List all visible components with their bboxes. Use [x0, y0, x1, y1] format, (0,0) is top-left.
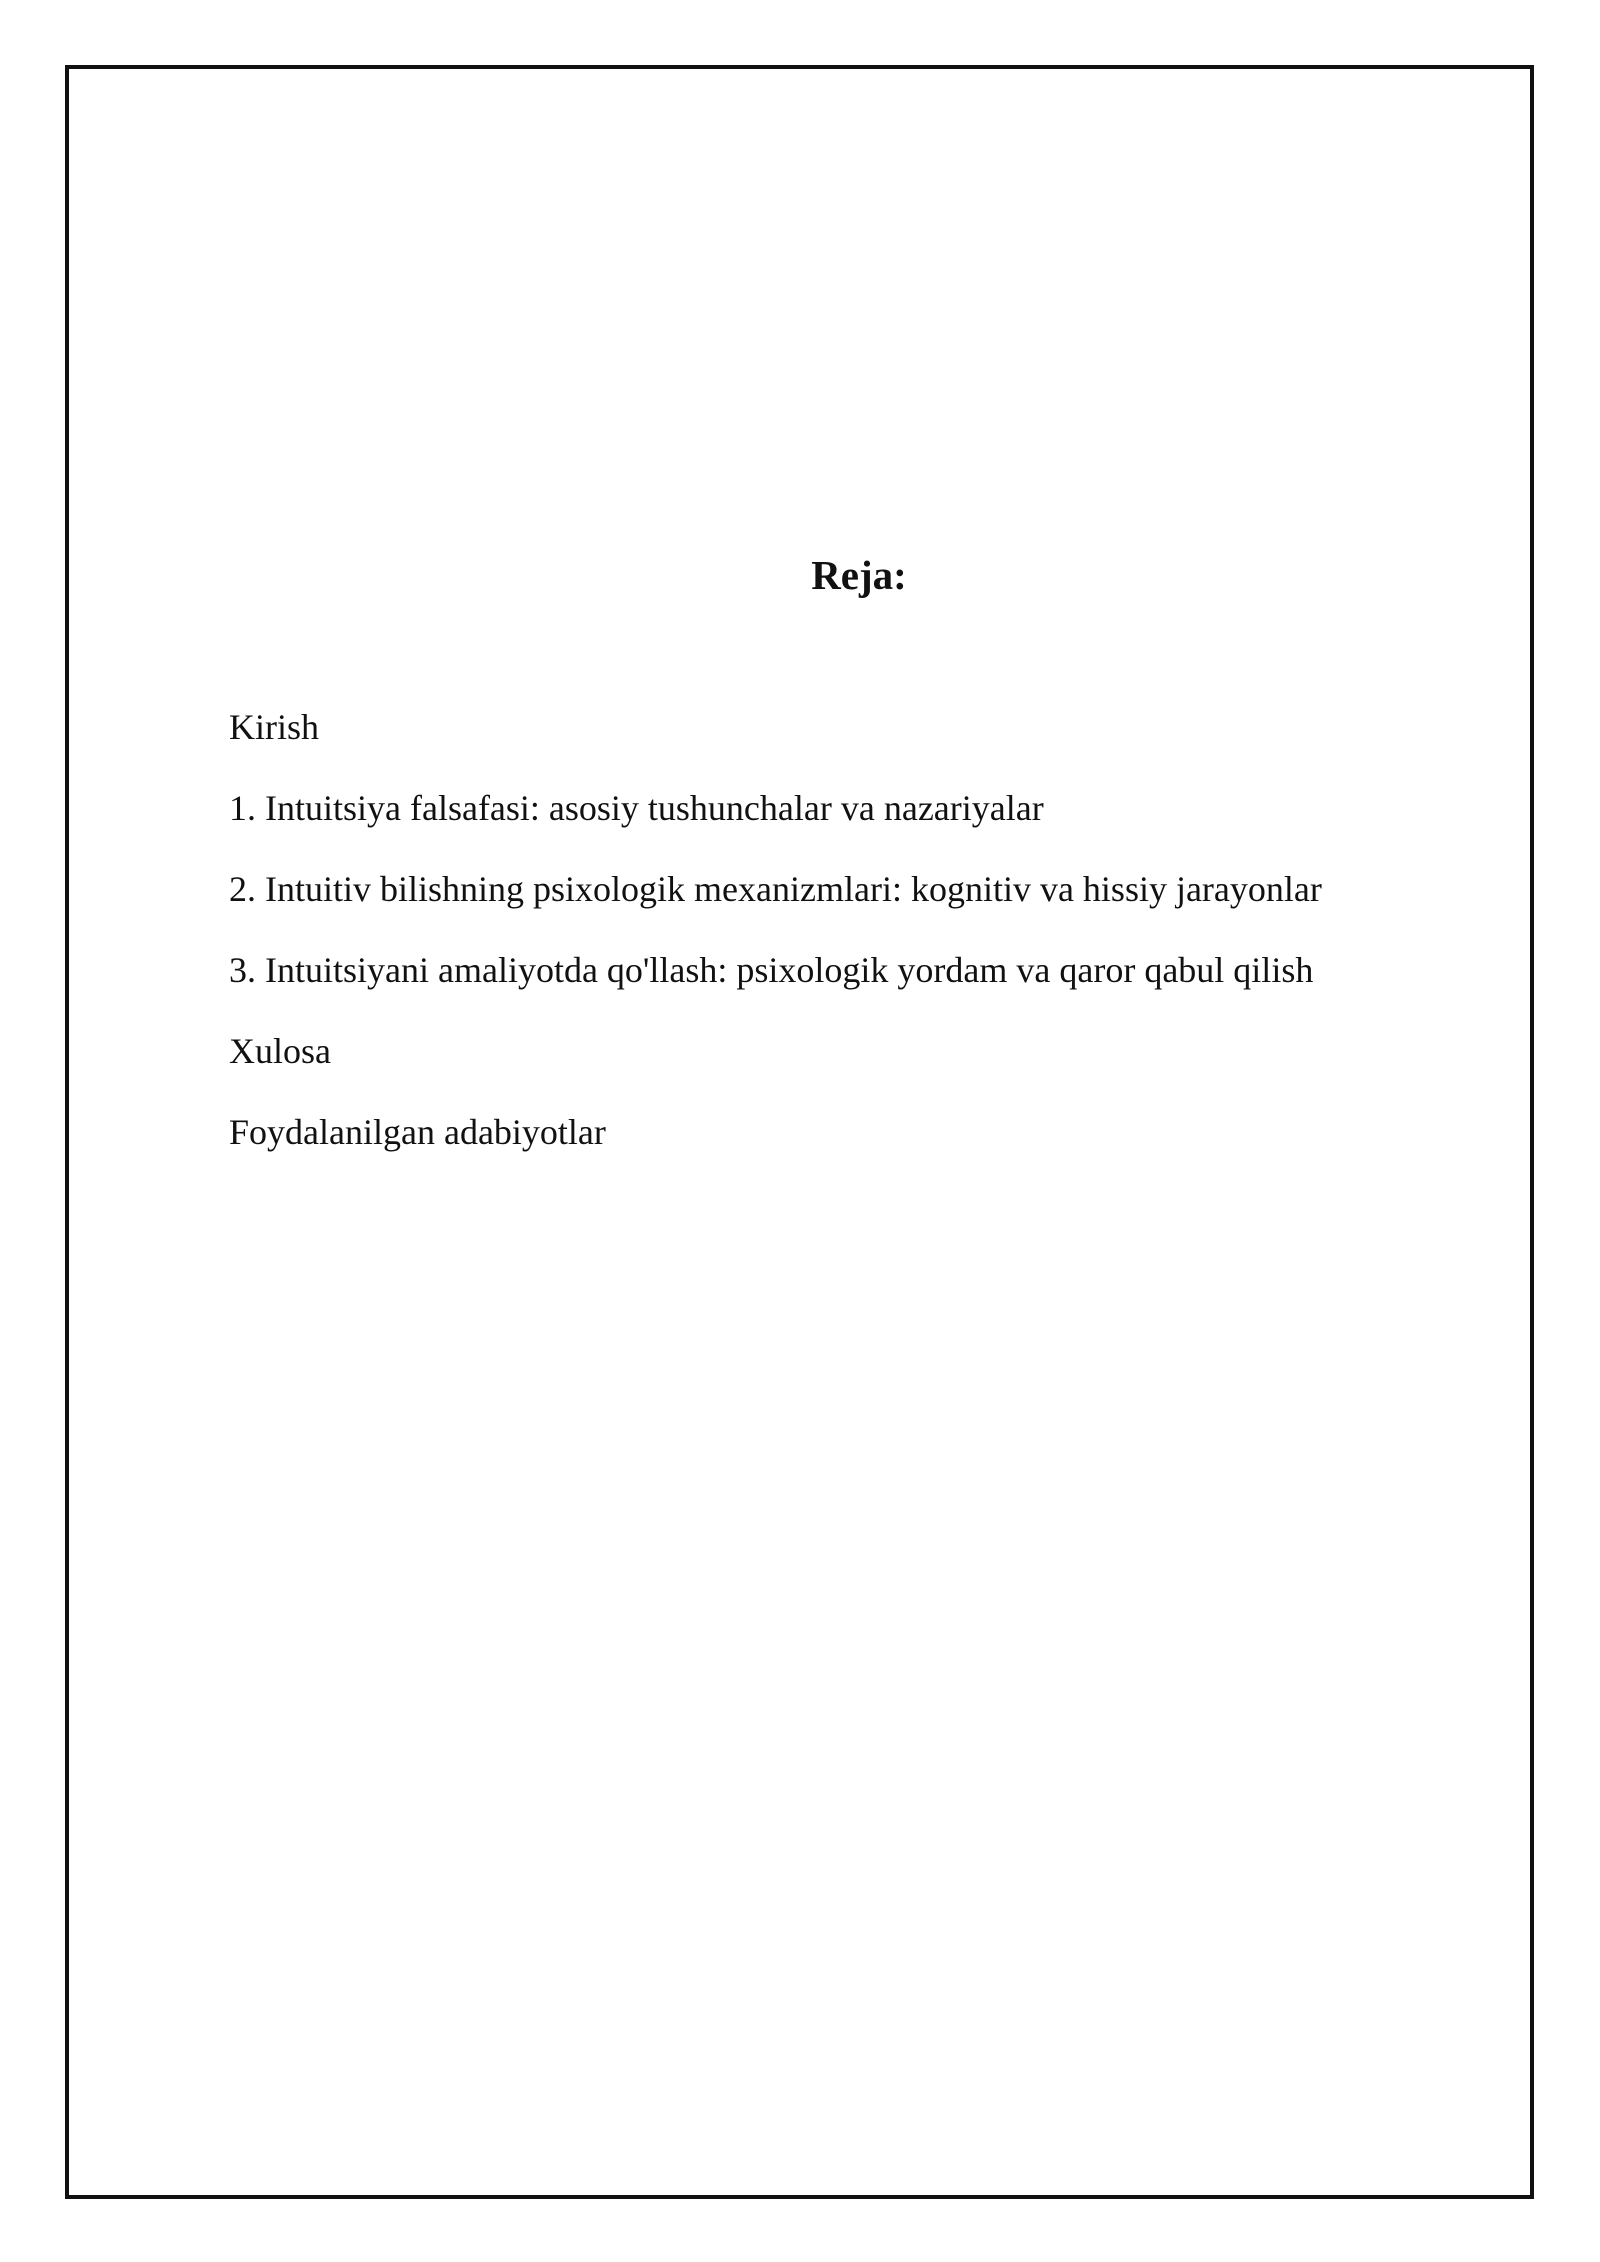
- toc-item-2: 2. Intuitiv bilishning psixologik mexanizmlari: kognitiv va hissiy jarayonlar: [229, 869, 1322, 909]
- toc-item-3: 3. Intuitsiyani amaliyotda qo'llash: psixologik yordam va qaror qabul qilish: [229, 950, 1314, 990]
- toc-item-conclusion: Xulosa: [229, 1031, 331, 1071]
- page-title: Reja:: [811, 552, 907, 598]
- toc-item-references: Foydalanilgan adabiyotlar: [229, 1112, 606, 1152]
- toc-item-introduction: Kirish: [229, 707, 319, 747]
- table-of-contents: [229, 700, 1322, 1186]
- toc-item-1: 1. Intuitsiya falsafasi: asosiy tushunchalar va nazariyalar: [229, 788, 1044, 828]
